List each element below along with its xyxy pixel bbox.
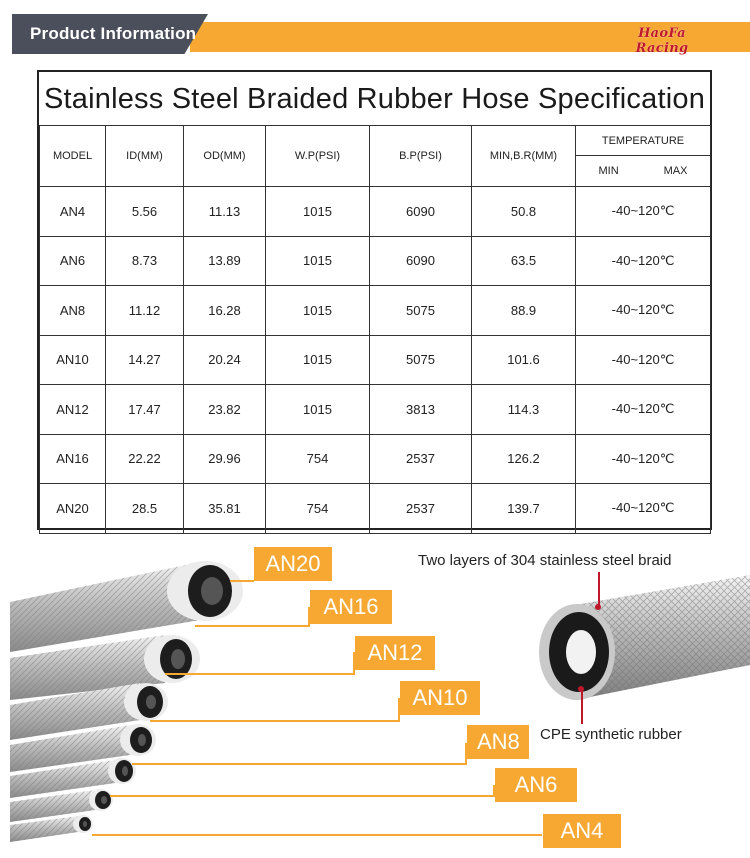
table-cell: -40~120℃ bbox=[576, 484, 711, 534]
table-cell: 23.82 bbox=[184, 385, 266, 435]
leader-an4 bbox=[92, 834, 542, 836]
size-tag-an16: AN16 bbox=[310, 590, 392, 624]
size-tag-an6: AN6 bbox=[495, 768, 577, 802]
column-header: MIN,B.R(MM) bbox=[472, 126, 576, 187]
table-cell: 2537 bbox=[370, 484, 472, 534]
leader-an12 bbox=[165, 673, 355, 675]
braid-callout: Two layers of 304 stainless steel braid bbox=[418, 552, 672, 569]
rubber-pointer-dot bbox=[578, 686, 584, 692]
table-row bbox=[40, 484, 711, 534]
spec-table bbox=[37, 70, 712, 530]
leader-an8 bbox=[132, 763, 467, 765]
model-cell: AN6 bbox=[40, 236, 106, 286]
table-cell: -40~120℃ bbox=[576, 335, 711, 385]
table-cell: 63.5 bbox=[472, 236, 576, 286]
table-cell: 754 bbox=[266, 434, 370, 484]
table-cell: 6090 bbox=[370, 187, 472, 237]
table-cell: 28.5 bbox=[106, 484, 184, 534]
table-cell: 5075 bbox=[370, 335, 472, 385]
size-tag-an12: AN12 bbox=[355, 636, 435, 670]
table-cell: 1015 bbox=[266, 385, 370, 435]
table-cell: 1015 bbox=[266, 187, 370, 237]
table-cell: 11.12 bbox=[106, 286, 184, 336]
hose-stack-illustration bbox=[0, 540, 300, 858]
spec-body bbox=[40, 187, 711, 534]
leader-an10 bbox=[150, 720, 400, 722]
temperature-header bbox=[576, 126, 711, 187]
spec-title: Stainless Steel Braided Rubber Hose Specification bbox=[43, 83, 706, 115]
table-cell: 50.8 bbox=[472, 187, 576, 237]
rubber-callout: CPE synthetic rubber bbox=[540, 726, 682, 743]
table-cell: 3813 bbox=[370, 385, 472, 435]
spec-grid bbox=[39, 125, 711, 534]
leader-an16 bbox=[195, 625, 310, 627]
model-cell: AN16 bbox=[40, 434, 106, 484]
hose-an20 bbox=[10, 561, 243, 652]
table-cell: 13.89 bbox=[184, 236, 266, 286]
temperature-label: TEMPERATURE bbox=[576, 126, 710, 156]
size-tag-an10: AN10 bbox=[400, 681, 480, 715]
braid-pointer bbox=[598, 572, 600, 606]
table-row bbox=[40, 335, 711, 385]
table-row bbox=[40, 187, 711, 237]
table-cell: 14.27 bbox=[106, 335, 184, 385]
model-cell: AN10 bbox=[40, 335, 106, 385]
model-cell: AN8 bbox=[40, 286, 106, 336]
table-cell: 1015 bbox=[266, 286, 370, 336]
header-row bbox=[40, 126, 711, 187]
table-row bbox=[40, 385, 711, 435]
table-cell: 5.56 bbox=[106, 187, 184, 237]
table-cell: 17.47 bbox=[106, 385, 184, 435]
table-cell: 139.7 bbox=[472, 484, 576, 534]
brand-logo-text: HaoFa Racing bbox=[635, 26, 689, 56]
column-header: B.P(PSI) bbox=[370, 126, 472, 187]
table-cell: 22.22 bbox=[106, 434, 184, 484]
table-cell: 114.3 bbox=[472, 385, 576, 435]
braid-pointer-dot bbox=[595, 604, 601, 610]
table-cell: 1015 bbox=[266, 236, 370, 286]
leader-an6 bbox=[110, 795, 495, 797]
table-cell: 16.28 bbox=[184, 286, 266, 336]
table-cell: 126.2 bbox=[472, 434, 576, 484]
table-cell: -40~120℃ bbox=[576, 236, 711, 286]
table-cell: 6090 bbox=[370, 236, 472, 286]
model-cell: AN20 bbox=[40, 484, 106, 534]
table-cell: 8.73 bbox=[106, 236, 184, 286]
table-cell: 11.13 bbox=[184, 187, 266, 237]
table-row bbox=[40, 236, 711, 286]
column-header: ID(MM) bbox=[106, 126, 184, 187]
product-section bbox=[0, 540, 750, 858]
table-cell: -40~120℃ bbox=[576, 286, 711, 336]
table-cell: 29.96 bbox=[184, 434, 266, 484]
table-cell: 35.81 bbox=[184, 484, 266, 534]
column-header: W.P(PSI) bbox=[266, 126, 370, 187]
header-banner bbox=[0, 12, 750, 60]
table-cell: 1015 bbox=[266, 335, 370, 385]
table-cell: -40~120℃ bbox=[576, 385, 711, 435]
table-cell: 101.6 bbox=[472, 335, 576, 385]
column-header: MODEL bbox=[40, 126, 106, 187]
brand-logo bbox=[612, 26, 712, 56]
table-row bbox=[40, 434, 711, 484]
table-cell: 88.9 bbox=[472, 286, 576, 336]
hose-closeup-illustration bbox=[535, 570, 750, 720]
table-cell: -40~120℃ bbox=[576, 187, 711, 237]
size-tag-an20: AN20 bbox=[254, 547, 332, 581]
leader-an20 bbox=[230, 580, 254, 582]
model-cell: AN4 bbox=[40, 187, 106, 237]
table-row bbox=[40, 286, 711, 336]
column-header: OD(MM) bbox=[184, 126, 266, 187]
temperature-min-label: MIN bbox=[598, 165, 619, 177]
table-cell: 20.24 bbox=[184, 335, 266, 385]
table-cell: -40~120℃ bbox=[576, 434, 711, 484]
size-tag-an8: AN8 bbox=[467, 725, 529, 759]
banner-title: Product Information bbox=[30, 24, 197, 43]
size-tag-an4: AN4 bbox=[543, 814, 621, 848]
table-cell: 2537 bbox=[370, 434, 472, 484]
table-cell: 754 bbox=[266, 484, 370, 534]
model-cell: AN12 bbox=[40, 385, 106, 435]
temperature-max-label: MAX bbox=[663, 165, 688, 177]
rubber-pointer bbox=[581, 690, 583, 724]
table-cell: 5075 bbox=[370, 286, 472, 336]
